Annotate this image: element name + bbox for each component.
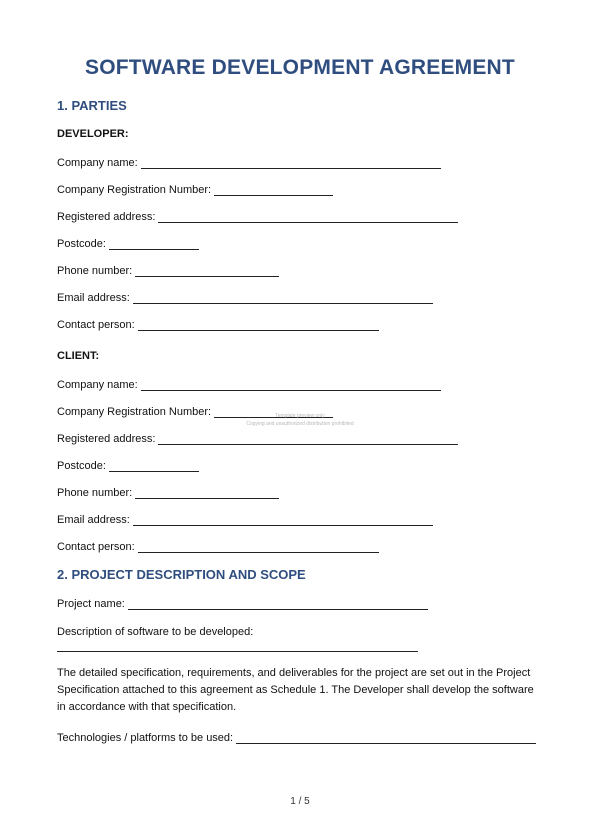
section-heading-project: 2. PROJECT DESCRIPTION AND SCOPE [57,567,306,582]
field-label: Registered address: [57,211,156,223]
client-postcode-field[interactable] [57,456,199,472]
developer-email-address-field[interactable] [57,288,433,304]
field-label: Company name: [57,379,138,391]
document-title: SOFTWARE DEVELOPMENT AGREEMENT [85,56,515,79]
client-contact-person-field[interactable] [57,537,379,553]
developer-label: DEVELOPER: [57,128,129,140]
field-label: Postcode: [57,460,106,472]
blank-line[interactable] [133,291,433,304]
field-label: Email address: [57,514,130,526]
description-blank-line[interactable] [57,651,418,652]
blank-line[interactable] [109,237,199,250]
field-label: Description of software to be developed: [57,626,254,638]
field-label: Company name: [57,157,138,169]
field-label: Company Registration Number: [57,406,212,418]
blank-line[interactable] [141,378,441,391]
field-label: Technologies / platforms to be used: [57,732,234,744]
blank-line[interactable] [214,183,333,196]
field-label: Project name: [57,598,125,610]
developer-postcode-field[interactable] [57,234,199,250]
field-label: Email address: [57,292,130,304]
developer-contact-person-field[interactable] [57,315,379,331]
client-registered-address-field[interactable] [57,429,458,445]
client-label: CLIENT: [57,350,100,362]
section-heading-parties: 1. PARTIES [57,98,127,113]
blank-line[interactable] [128,597,428,610]
watermark-line: Template preview only [275,413,325,419]
blank-line[interactable] [158,432,458,445]
blank-line[interactable] [133,513,433,526]
field-label: Company Registration Number: [57,184,212,196]
blank-line[interactable] [141,156,441,169]
watermark [200,412,400,428]
page-number: 1 / 5 [290,796,310,807]
blank-line[interactable] [109,459,199,472]
field-label: Phone number: [57,265,133,277]
blank-line[interactable] [138,318,379,331]
developer-registered-address-field[interactable] [57,207,458,223]
blank-line[interactable] [135,264,279,277]
field-label: Registered address: [57,433,156,445]
field-label: Contact person: [57,319,135,331]
developer-phone-number-field[interactable] [57,261,279,277]
field-label: Postcode: [57,238,106,250]
description-label-row [57,622,253,638]
field-label: Contact person: [57,541,135,553]
blank-line[interactable] [138,540,379,553]
watermark-line: Copying and unauthorized distribution prohibited [246,421,354,427]
technologies-field[interactable] [57,728,536,744]
developer-company-name-field[interactable] [57,153,441,169]
developer-registration-number-field[interactable] [57,180,333,196]
specification-paragraph: The detailed specification, requirements, and deliverables for the project are set out in the Project Specification attached to this agreement as Schedule 1. The Developer shall develop the software in accordance with that specification. [57,667,534,713]
client-phone-number-field[interactable] [57,483,279,499]
blank-line[interactable] [158,210,458,223]
client-email-address-field[interactable] [57,510,433,526]
blank-line[interactable] [135,486,279,499]
project-name-field[interactable] [57,594,428,610]
client-company-name-field[interactable] [57,375,441,391]
blank-line[interactable] [236,731,536,744]
field-label: Phone number: [57,487,133,499]
